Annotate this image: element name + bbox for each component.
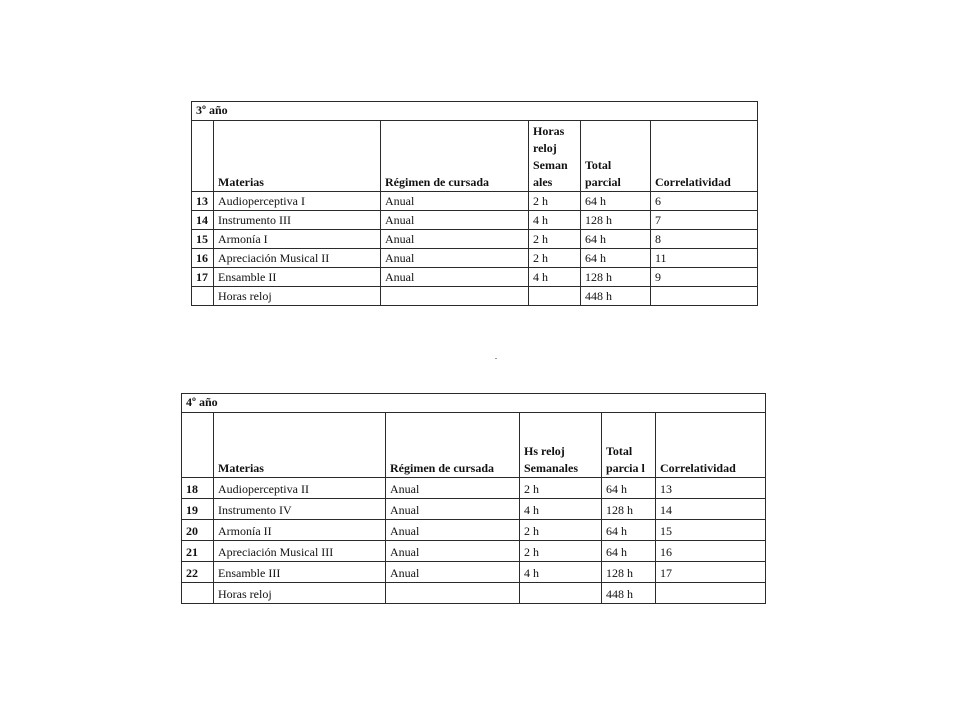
- third-year-table: [191, 101, 757, 306]
- row-number: 16: [192, 249, 214, 268]
- header-correlatividad: Correlatividad: [651, 121, 758, 192]
- row-correlatividad: 9: [651, 268, 758, 287]
- row-number: 18: [182, 478, 214, 499]
- row-materia: Armonía II: [214, 520, 386, 541]
- curriculum-table: [181, 393, 766, 604]
- row-number: 14: [192, 211, 214, 230]
- header-regimen: Régimen de cursada: [381, 121, 529, 192]
- row-regimen: Anual: [386, 541, 520, 562]
- row-total: 64 h: [602, 478, 656, 499]
- header-materias: Materias: [214, 121, 381, 192]
- year-label: 3º año: [192, 102, 758, 121]
- row-number: 19: [182, 499, 214, 520]
- footer-number: [182, 583, 214, 604]
- row-number: 15: [192, 230, 214, 249]
- header-correlatividad: Correlatividad: [656, 413, 766, 478]
- table-row: [192, 230, 758, 249]
- row-total: 64 h: [581, 249, 651, 268]
- header-row: [192, 121, 758, 192]
- header-number: [192, 121, 214, 192]
- row-number: 17: [192, 268, 214, 287]
- footer-regimen: [381, 287, 529, 306]
- header-number: [182, 413, 214, 478]
- row-materia: Ensamble III: [214, 562, 386, 583]
- footer-total: 448 h: [581, 287, 651, 306]
- footer-label: Horas reloj: [214, 583, 386, 604]
- fourth-year-table: [181, 393, 765, 604]
- row-horas: 4 h: [529, 268, 581, 287]
- row-horas: 4 h: [520, 499, 602, 520]
- row-horas: 4 h: [529, 211, 581, 230]
- row-total: 128 h: [581, 211, 651, 230]
- header-total: Total parcia l: [602, 413, 656, 478]
- header-materias: Materias: [214, 413, 386, 478]
- table-row: [182, 520, 766, 541]
- row-regimen: Anual: [386, 562, 520, 583]
- row-correlatividad: 16: [656, 541, 766, 562]
- header-regimen: Régimen de cursada: [386, 413, 520, 478]
- table-row: [192, 192, 758, 211]
- footer-number: [192, 287, 214, 306]
- header-total: Total parcial: [581, 121, 651, 192]
- table-row: [182, 499, 766, 520]
- table-row: [192, 211, 758, 230]
- table-row: [182, 478, 766, 499]
- footer-horas: [520, 583, 602, 604]
- row-materia: Apreciación Musical III: [214, 541, 386, 562]
- row-regimen: Anual: [381, 249, 529, 268]
- row-materia: Instrumento IV: [214, 499, 386, 520]
- row-horas: 2 h: [529, 230, 581, 249]
- row-regimen: Anual: [386, 520, 520, 541]
- header-horas: Hs reloj Semanales: [520, 413, 602, 478]
- row-regimen: Anual: [386, 499, 520, 520]
- row-number: 22: [182, 562, 214, 583]
- row-horas: 2 h: [520, 520, 602, 541]
- row-horas: 2 h: [529, 192, 581, 211]
- row-number: 13: [192, 192, 214, 211]
- row-total: 64 h: [581, 230, 651, 249]
- row-correlatividad: 7: [651, 211, 758, 230]
- row-horas: 2 h: [520, 541, 602, 562]
- footer-horas: [529, 287, 581, 306]
- row-total: 128 h: [602, 499, 656, 520]
- row-total: 128 h: [581, 268, 651, 287]
- table-row: [182, 562, 766, 583]
- row-number: 20: [182, 520, 214, 541]
- row-materia: Ensamble II: [214, 268, 381, 287]
- row-total: 64 h: [602, 541, 656, 562]
- header-row: [182, 413, 766, 478]
- row-correlatividad: 17: [656, 562, 766, 583]
- row-horas: 2 h: [529, 249, 581, 268]
- footer-correlatividad: [651, 287, 758, 306]
- footer-row: [192, 287, 758, 306]
- row-materia: Instrumento III: [214, 211, 381, 230]
- row-correlatividad: 6: [651, 192, 758, 211]
- row-materia: Apreciación Musical II: [214, 249, 381, 268]
- scan-speck: [495, 358, 497, 359]
- header-horas: Horas reloj Seman ales: [529, 121, 581, 192]
- table-row: [192, 249, 758, 268]
- row-regimen: Anual: [381, 192, 529, 211]
- footer-label: Horas reloj: [214, 287, 381, 306]
- row-materia: Audioperceptiva II: [214, 478, 386, 499]
- row-regimen: Anual: [386, 478, 520, 499]
- row-materia: Armonía I: [214, 230, 381, 249]
- row-correlatividad: 15: [656, 520, 766, 541]
- row-correlatividad: 14: [656, 499, 766, 520]
- row-correlatividad: 8: [651, 230, 758, 249]
- footer-correlatividad: [656, 583, 766, 604]
- row-total: 128 h: [602, 562, 656, 583]
- row-regimen: Anual: [381, 230, 529, 249]
- row-total: 64 h: [581, 192, 651, 211]
- table-row: [192, 268, 758, 287]
- row-number: 21: [182, 541, 214, 562]
- row-regimen: Anual: [381, 268, 529, 287]
- table-row: [182, 541, 766, 562]
- curriculum-table: [191, 101, 758, 306]
- footer-total: 448 h: [602, 583, 656, 604]
- row-horas: 4 h: [520, 562, 602, 583]
- row-horas: 2 h: [520, 478, 602, 499]
- row-correlatividad: 13: [656, 478, 766, 499]
- footer-row: [182, 583, 766, 604]
- row-regimen: Anual: [381, 211, 529, 230]
- row-materia: Audioperceptiva I: [214, 192, 381, 211]
- row-total: 64 h: [602, 520, 656, 541]
- row-correlatividad: 11: [651, 249, 758, 268]
- year-label: 4º año: [182, 394, 766, 413]
- footer-regimen: [386, 583, 520, 604]
